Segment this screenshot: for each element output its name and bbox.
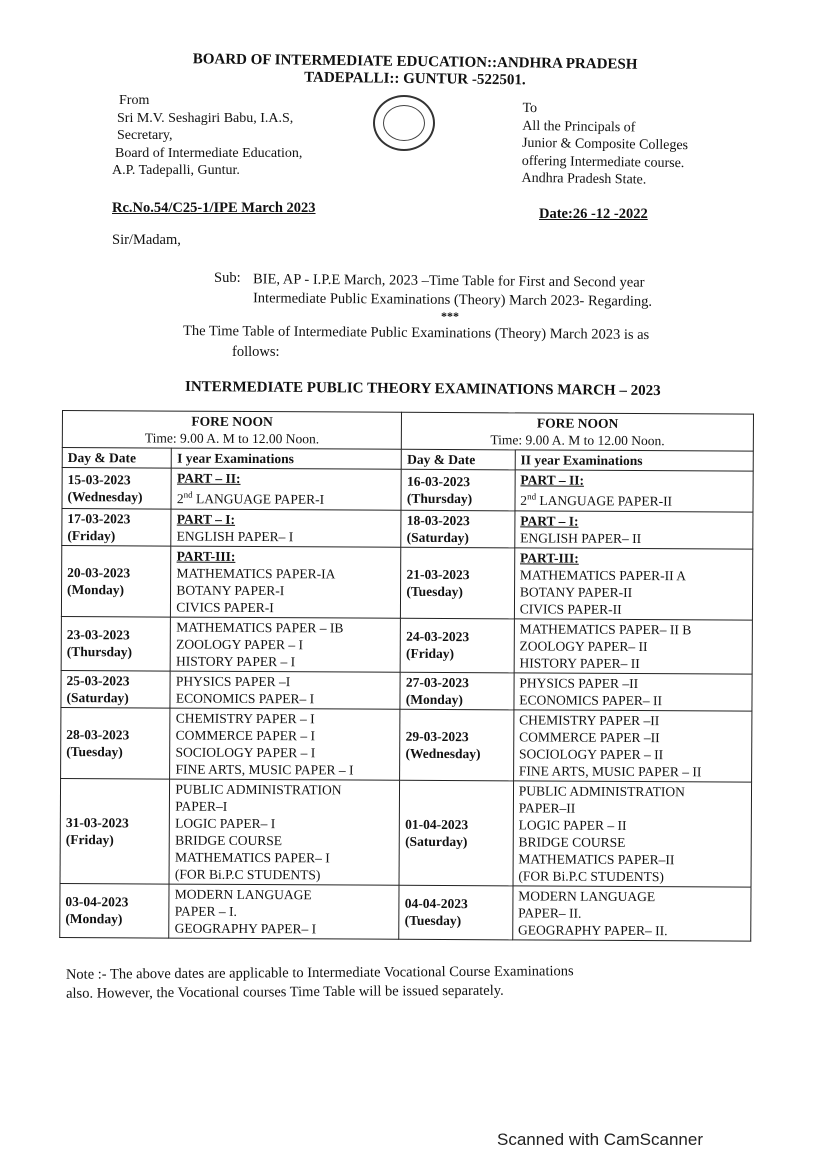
to-line: offering Intermediate course. <box>521 153 685 171</box>
subject-name: PHYSICS PAPER –I <box>175 673 291 689</box>
intro-line2: follows: <box>232 344 280 360</box>
note-line2: also. However, the Vocational courses Time Table will be issued separately. <box>66 982 504 1002</box>
exam-weekday: (Tuesday) <box>404 912 462 929</box>
first-year-subjects-cell <box>169 884 399 939</box>
exam-weekday: (Thursday) <box>406 490 473 506</box>
part-label: PART – II: <box>176 470 241 486</box>
from-label: From <box>119 93 150 108</box>
table-row <box>60 778 752 887</box>
second-year-subjects-cell <box>515 470 753 512</box>
first-year-date-cell <box>60 778 170 884</box>
second-year-date-cell <box>399 780 513 886</box>
exam-weekday: (Tuesday) <box>406 583 463 599</box>
first-year-date-cell <box>62 468 172 509</box>
board-title <box>150 51 680 91</box>
second-year-date-cell <box>401 547 515 619</box>
exam-date: 03-04-2023 <box>65 894 129 910</box>
from-line: Sri M.V. Seshagiri Babu, I.A.S, <box>117 110 294 126</box>
subject-name: 2nd LANGUAGE PAPER-II <box>520 491 673 509</box>
second-year-date-cell <box>400 618 514 673</box>
exam-weekday: (Friday) <box>65 831 114 847</box>
second-year-subjects-cell <box>513 885 751 940</box>
first-year-date-cell <box>60 883 170 938</box>
intro-line1: The Time Table of Intermediate Public Examinations (Theory) March 2023 is as <box>182 322 650 344</box>
subject-name: ZOOLOGY PAPER– II <box>519 637 648 654</box>
first-year-subjects-cell <box>169 779 400 885</box>
second-year-date-cell <box>400 709 514 781</box>
subject-name: SOCIOLOGY PAPER – II <box>518 745 664 762</box>
subject-label: Sub: <box>214 270 241 286</box>
from-address <box>112 92 302 180</box>
exam-weekday: (Saturday) <box>66 689 129 705</box>
subject-name: ENGLISH PAPER– II <box>520 529 642 546</box>
subject-name: 2nd LANGUAGE PAPER-I <box>176 489 325 507</box>
col-second-year: II year Examinations <box>515 450 753 471</box>
subject-name: COMMERCE PAPER –II <box>519 728 660 745</box>
subject-name: MODERN LANGUAGE <box>518 887 656 904</box>
exam-weekday: (Monday) <box>405 691 463 707</box>
exam-date: 24-03-2023 <box>406 628 470 645</box>
from-line: Board of Intermediate Education, <box>115 145 303 161</box>
part-label: PART-III: <box>176 548 236 564</box>
from-line: A.P. Tadepalli, Guntur. <box>112 163 240 178</box>
subject-name: MATHEMATICS PAPER-II A <box>519 566 687 583</box>
exam-date: 31-03-2023 <box>65 814 129 830</box>
subject-name: PAPER–I <box>175 798 228 814</box>
session-header-first-year <box>62 411 402 450</box>
subject-name: PAPER– II. <box>518 904 582 921</box>
exam-date: 16-03-2023 <box>406 473 471 489</box>
exam-weekday: (Monday) <box>67 581 125 597</box>
session-label: FORE NOON <box>191 413 273 430</box>
part-label: PART – I: <box>520 512 579 529</box>
subject-name: PUBLIC ADMINISTRATION <box>175 781 342 797</box>
subject-line2: Intermediate Public Examinations (Theory) March 2023- Regarding. <box>252 290 653 310</box>
subject-name: LOGIC PAPER– I <box>175 815 276 831</box>
session-header-second-year <box>402 412 754 451</box>
first-year-date-cell <box>62 508 172 546</box>
session-time: Time: 9.00 A. M to 12.00 Noon. <box>490 432 665 449</box>
board-title-line2: TADEPALLI:: GUNTUR -522501. <box>304 69 526 89</box>
second-year-subjects-cell <box>513 709 752 781</box>
camscanner-watermark: Scanned with CamScanner <box>497 1130 704 1149</box>
second-year-date-cell <box>401 469 515 510</box>
subject-name: FINE ARTS, MUSIC PAPER – II <box>518 762 702 779</box>
note-line1: Note :- The above dates are applicable to Intermediate Vocational Course Examinations <box>65 963 574 983</box>
col-day-date: Day & Date <box>62 448 171 469</box>
second-year-subjects-cell <box>515 510 753 548</box>
subject-line1: BIE, AP - I.P.E March, 2023 –Time Table for First and Second year <box>252 271 645 291</box>
note <box>66 962 574 1004</box>
first-year-subjects-cell <box>170 671 400 709</box>
first-year-subjects-cell <box>170 617 400 672</box>
table-title: INTERMEDIATE PUBLIC THEORY EXAMINATIONS MARCH – 2023 <box>184 378 661 400</box>
subject-name: (FOR Bi.P.C STUDENTS) <box>518 867 664 884</box>
subject-name: PAPER – I. <box>174 903 237 919</box>
exam-weekday: (Friday) <box>67 527 116 543</box>
part-label: PART-III: <box>519 549 579 566</box>
subject-name: GEOGRAPHY PAPER– II. <box>518 921 668 938</box>
second-year-date-cell <box>401 510 515 548</box>
exam-date: 28-03-2023 <box>66 726 130 742</box>
subject-name: CHEMISTRY PAPER – I <box>175 710 315 726</box>
subject-name: FINE ARTS, MUSIC PAPER – I <box>175 761 354 778</box>
subject-name: SOCIOLOGY PAPER – I <box>175 744 316 760</box>
first-year-subjects-cell <box>171 546 401 618</box>
board-seal-icon <box>373 95 435 151</box>
exam-date: 17-03-2023 <box>67 510 131 526</box>
second-year-subjects-cell <box>514 672 752 710</box>
to-line: Andhra Pradesh State. <box>521 170 647 188</box>
subject-name: PUBLIC ADMINISTRATION <box>518 782 685 799</box>
exam-date: 15-03-2023 <box>67 471 131 488</box>
col-day-date: Day & Date <box>402 449 516 470</box>
subject-name: CHEMISTRY PAPER –II <box>519 711 660 728</box>
session-label: FORE NOON <box>536 415 619 431</box>
table-row <box>62 508 753 549</box>
subject-name: ECONOMICS PAPER– II <box>519 691 663 708</box>
subject-name: BOTANY PAPER-II <box>519 583 633 600</box>
exam-weekday: (Wednesday) <box>405 745 481 761</box>
subject-name: CIVICS PAPER-II <box>519 600 622 617</box>
subject-name: LOGIC PAPER – II <box>518 816 627 833</box>
subject-name: COMMERCE PAPER – I <box>175 727 316 743</box>
session-header-row <box>62 411 753 452</box>
subject-name: ZOOLOGY PAPER – I <box>176 636 304 652</box>
subject-name: (FOR Bi.P.C STUDENTS) <box>174 866 321 882</box>
subject-name: PAPER–II <box>518 799 576 816</box>
session-time: Time: 9.00 A. M to 12.00 Noon. <box>144 430 320 447</box>
exam-weekday: (Wednesday) <box>67 488 143 505</box>
subject-name: MODERN LANGUAGE <box>174 886 312 902</box>
from-line: Secretary, <box>117 128 173 143</box>
table-row <box>60 883 751 941</box>
exam-date: 04-04-2023 <box>404 895 468 912</box>
exam-weekday: (Monday) <box>65 911 123 927</box>
subject-name: MATHEMATICS PAPER – IB <box>176 619 344 635</box>
exam-date: 27-03-2023 <box>405 674 469 690</box>
exam-date: 20-03-2023 <box>67 564 131 580</box>
second-year-subjects-cell <box>514 547 753 619</box>
subject-name: BRIDGE COURSE <box>518 833 626 850</box>
subject-name: PHYSICS PAPER –II <box>519 674 639 691</box>
board-title-line1: BOARD OF INTERMEDIATE EDUCATION::ANDHRA PRADESH <box>192 51 638 73</box>
first-year-date-cell <box>61 670 171 708</box>
subject-name: GEOGRAPHY PAPER– I <box>174 920 317 936</box>
first-year-subjects-cell <box>171 509 401 547</box>
subject-name: HISTORY PAPER– II <box>519 654 640 671</box>
exam-date: 21-03-2023 <box>406 566 470 582</box>
to-address <box>521 100 688 190</box>
subject-name: MATHEMATICS PAPER– II B <box>519 620 692 637</box>
timetable <box>59 410 754 941</box>
exam-weekday: (Saturday) <box>405 833 468 849</box>
second-year-date-cell <box>400 672 514 710</box>
subject-name: BOTANY PAPER-I <box>176 582 285 598</box>
exam-date: 23-03-2023 <box>66 627 130 643</box>
subject-name: ECONOMICS PAPER– I <box>175 690 315 706</box>
second-year-date-cell <box>399 885 513 940</box>
part-label: PART – II: <box>520 472 585 488</box>
table-row <box>61 616 752 674</box>
first-year-date-cell <box>61 616 171 671</box>
exam-weekday: (Friday) <box>406 645 455 662</box>
table-row <box>62 468 753 512</box>
exam-date: 18-03-2023 <box>406 512 470 528</box>
reference-number: Rc.No.54/C25-1/IPE March 2023 <box>112 200 316 216</box>
exam-weekday: (Saturday) <box>406 529 469 545</box>
subject-name: BRIDGE COURSE <box>175 832 283 848</box>
subject-name: MATHEMATICS PAPER– I <box>174 849 330 865</box>
table-row <box>61 670 752 711</box>
second-year-subjects-cell <box>514 618 752 673</box>
table-row <box>61 545 752 620</box>
exam-date: 29-03-2023 <box>405 728 469 744</box>
part-label: PART – I: <box>176 511 236 527</box>
first-year-subjects-cell <box>170 708 400 780</box>
first-year-date-cell <box>61 545 171 617</box>
second-year-subjects-cell <box>513 780 752 886</box>
to-line: Junior & Composite Colleges <box>521 135 689 154</box>
salutation: Sir/Madam, <box>112 232 181 248</box>
subject-name: HISTORY PAPER – I <box>176 653 296 669</box>
to-line: All the Principals of <box>522 118 636 135</box>
exam-weekday: (Tuesday) <box>66 743 123 759</box>
exam-date: 01-04-2023 <box>405 816 469 832</box>
subject-name: CIVICS PAPER-I <box>176 599 274 615</box>
table-row <box>61 707 752 782</box>
exam-weekday: (Thursday) <box>66 644 133 660</box>
subject-name: MATHEMATICS PAPER-IA <box>176 565 336 581</box>
subject-name: MATHEMATICS PAPER–II <box>518 850 675 867</box>
subject-name: ENGLISH PAPER– I <box>176 528 294 544</box>
first-year-date-cell <box>61 707 171 779</box>
subject-stars: *** <box>441 309 459 323</box>
letter-date: Date:26 -12 -2022 <box>539 206 648 222</box>
col-first-year: I year Examinations <box>172 448 402 469</box>
to-label: To <box>522 100 538 117</box>
exam-date: 25-03-2023 <box>66 672 130 688</box>
first-year-subjects-cell <box>171 468 401 510</box>
